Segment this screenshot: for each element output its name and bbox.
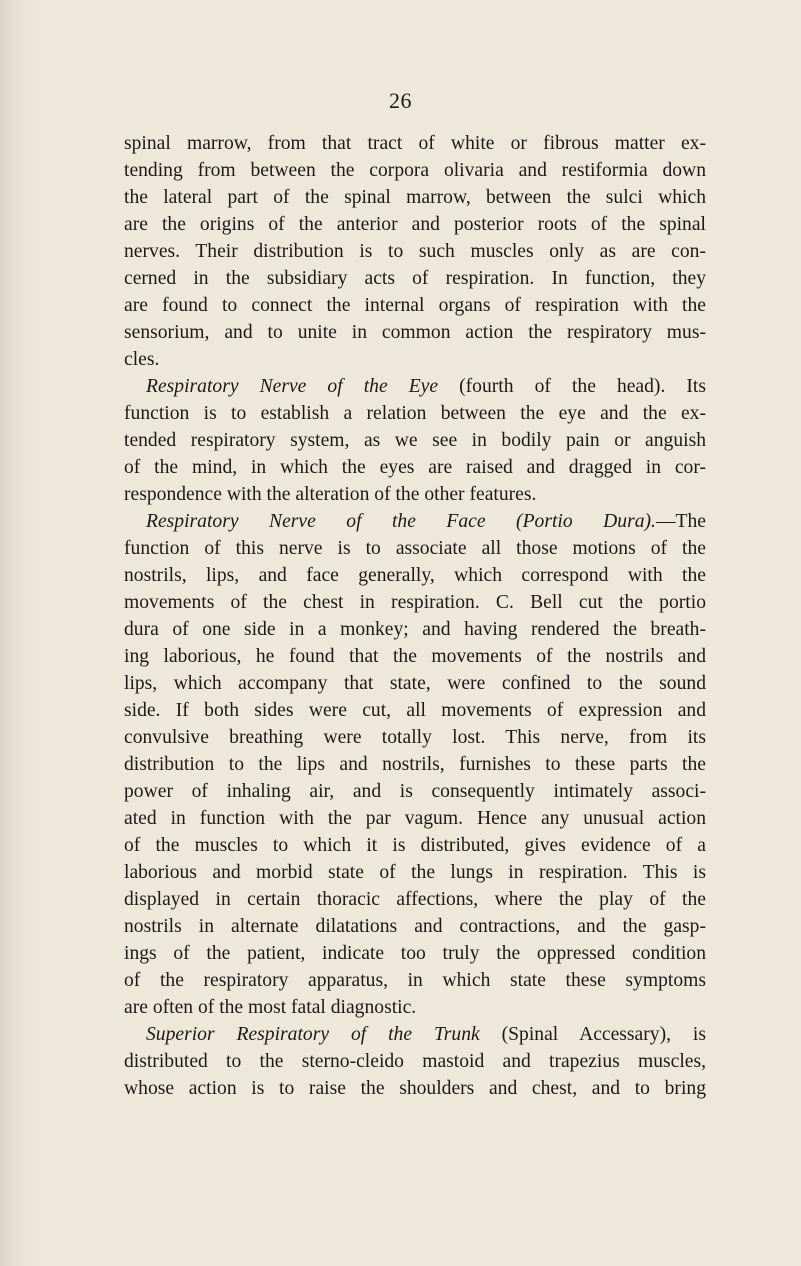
text-segment: —The	[655, 511, 706, 532]
text-line	[124, 346, 706, 373]
text-line	[124, 319, 706, 346]
text-segment: sensorium, and to unite in common action the respiratory mus-	[124, 322, 706, 343]
text-segment: nostrils in alternate dilatations and contractions, and the gasp-	[124, 916, 706, 937]
text-segment: displayed in certain thoracic affections, where the play of the	[124, 889, 706, 910]
text-line	[124, 967, 706, 994]
text-line	[124, 589, 706, 616]
text-segment: of the muscles to which it is distributed, gives evidence of a	[124, 835, 706, 856]
text-segment: respondence with the alteration of the other features.	[124, 484, 537, 505]
text-line	[124, 238, 706, 265]
text-segment: function of this nerve is to associate all those motions of the	[124, 538, 706, 559]
text-segment: ated in function with the par vagum. Hence any unusual action	[124, 808, 706, 829]
text-line	[124, 481, 706, 508]
text-segment: distributed to the sterno-cleido mastoid and trapezius muscles,	[124, 1051, 706, 1072]
text-line	[124, 1075, 706, 1102]
section-heading: Superior Respiratory of the Trunk	[146, 1024, 480, 1045]
text-segment: are the origins of the anterior and posterior roots of the spinal	[124, 214, 706, 235]
text-segment: nerves. Their distribution is to such muscles only as are con-	[124, 241, 706, 262]
text-line	[124, 454, 706, 481]
text-segment: distribution to the lips and nostrils, furnishes to these parts the	[124, 754, 706, 775]
text-line	[124, 400, 706, 427]
text-line	[124, 157, 706, 184]
text-line	[124, 265, 706, 292]
text-line	[124, 805, 706, 832]
text-line	[124, 562, 706, 589]
text-line	[124, 427, 706, 454]
text-line	[124, 670, 706, 697]
text-line	[124, 724, 706, 751]
text-segment: dura of one side in a monkey; and having rendered the breath-	[124, 619, 706, 640]
text-segment: nostrils, lips, and face generally, which correspond with the	[124, 565, 706, 586]
text-segment: movements of the chest in respiration. C. Bell cut the portio	[124, 592, 706, 613]
text-segment: side. If both sides were cut, all movements of expression and	[124, 700, 706, 721]
text-line	[124, 1021, 706, 1048]
text-line	[124, 697, 706, 724]
text-line	[124, 778, 706, 805]
text-segment: of the mind, in which the eyes are raised and dragged in cor-	[124, 457, 706, 478]
text-line	[124, 751, 706, 778]
text-line	[124, 1048, 706, 1075]
text-segment: cerned in the subsidiary acts of respiration. In function, they	[124, 268, 706, 289]
text-segment: tending from between the corpora olivaria and restiformia down	[124, 160, 706, 181]
text-line	[124, 940, 706, 967]
text-line	[124, 211, 706, 238]
text-segment: cles.	[124, 349, 160, 370]
text-line	[124, 292, 706, 319]
text-line	[124, 373, 706, 400]
text-line	[124, 886, 706, 913]
text-line	[124, 859, 706, 886]
text-segment: ing laborious, he found that the movements of the nostrils and	[124, 646, 706, 667]
body-text	[124, 130, 706, 1102]
text-line	[124, 535, 706, 562]
text-line	[124, 832, 706, 859]
text-line	[124, 616, 706, 643]
text-segment: (Spinal Accessary), is	[479, 1024, 706, 1045]
text-segment: the lateral part of the spinal marrow, between the sulci which	[124, 187, 706, 208]
text-segment: function is to establish a relation between the eye and the ex-	[124, 403, 706, 424]
text-segment: whose action is to raise the shoulders and chest, and to bring	[124, 1078, 706, 1099]
section-heading: Respiratory Nerve of the Eye	[146, 376, 439, 397]
text-segment: lips, which accompany that state, were confined to the sound	[124, 673, 706, 694]
text-segment: ings of the patient, indicate too truly the oppressed condition	[124, 943, 706, 964]
text-line	[124, 643, 706, 670]
text-segment: are found to connect the internal organs of respiration with the	[124, 295, 706, 316]
section-heading: Respiratory Nerve of the Face (Portio Dura).	[146, 511, 656, 532]
text-segment: convulsive breathing were totally lost. This nerve, from its	[124, 727, 706, 748]
text-line	[124, 913, 706, 940]
text-segment: spinal marrow, from that tract of white or fibrous matter ex-	[124, 133, 706, 154]
text-segment: laborious and morbid state of the lungs in respiration. This is	[124, 862, 706, 883]
text-segment: are often of the most fatal diagnostic.	[124, 997, 417, 1018]
text-line	[124, 184, 706, 211]
text-segment: tended respiratory system, as we see in bodily pain or anguish	[124, 430, 706, 451]
text-segment: power of inhaling air, and is consequently intimately associ-	[124, 781, 706, 802]
text-line	[124, 994, 706, 1021]
text-segment: of the respiratory apparatus, in which state these symptoms	[124, 970, 706, 991]
text-segment: (fourth of the head). Its	[438, 376, 706, 397]
text-line	[124, 508, 706, 535]
page-number: 26	[389, 88, 412, 113]
text-line	[124, 130, 706, 157]
